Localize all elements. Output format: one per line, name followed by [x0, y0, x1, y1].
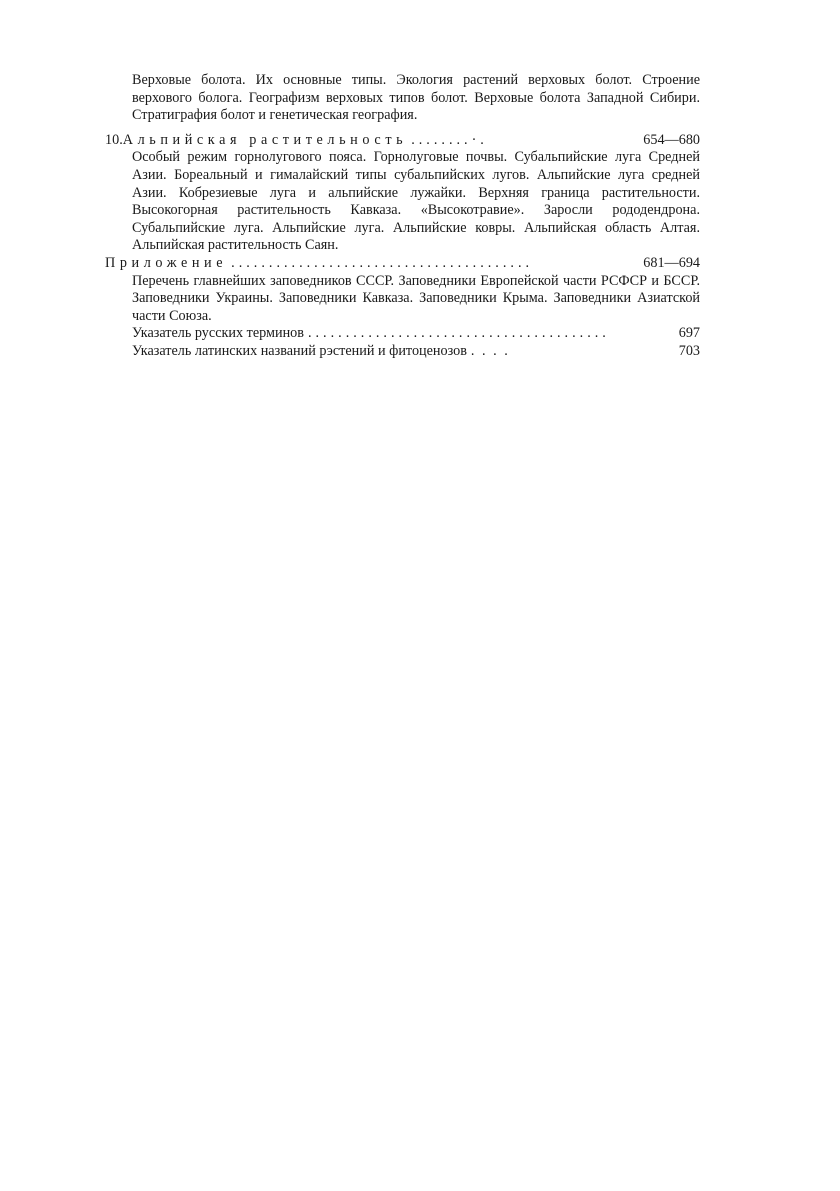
dot-leader: ........................................ — [231, 254, 534, 271]
page-number: 697 — [678, 325, 700, 342]
toc-entry-index-latin[interactable] — [105, 343, 700, 361]
table-of-contents — [105, 72, 700, 361]
appendix-description: Перечень главнейших заповедников СССР. Заповедники Европейской части РСФСР и БССР. Заповедники Украины. Заповедники Кавказа. Заповедники Крыма. Заповедники Азиатской части Союза. — [132, 272, 700, 324]
chapter-title: Альпийская растительность — [122, 131, 408, 148]
dot-leader: ........·. — [411, 131, 488, 148]
page-range: 654—680 — [643, 131, 700, 148]
chapter-9-continuation: Верховые болота. Их основные типы. Экология растений верховых болот. Строение верхового болога. Географизм верховых типов болот. Верховые болота Западной Сибири. Стратиграфия болот и генетическая география. — [132, 72, 700, 124]
toc-entry-heading[interactable] — [105, 132, 700, 150]
appendix-title: Приложение — [105, 254, 228, 271]
toc-entry-heading[interactable] — [105, 255, 700, 273]
toc-entry-appendix[interactable] — [105, 255, 700, 325]
chapter-number: 10. — [105, 131, 123, 148]
page-range: 681—694 — [643, 254, 700, 271]
index-label: Указатель русских терминов — [132, 325, 304, 342]
dot-leader: . . . . — [470, 342, 510, 359]
chapter-description: Особый режим горнолугового пояса. Горнолуговые почвы. Субальпийские луга Средней Азии. Бореальный и гималайский типы субальпийских лугов. Альпийские луга средней Азии. Кобрезиевые луга и альпийские лужайки. Верхняя граница растительности. Высокогорная растительность Кавказа. «Высокотравие». Заросли рододендрона. Субальпийские луга. Альпийские луга. Альпийские ковры. Альпийская область Алтая. Альпийская растительность Саян. — [132, 149, 700, 254]
toc-entry-index-russian[interactable] — [105, 325, 700, 343]
dot-leader: ........................................ — [307, 325, 610, 342]
page-number: 703 — [678, 342, 700, 359]
index-label: Указатель латинских названий рэстений и фитоценозов — [132, 342, 467, 359]
toc-entry-chapter-10[interactable] — [105, 132, 700, 255]
